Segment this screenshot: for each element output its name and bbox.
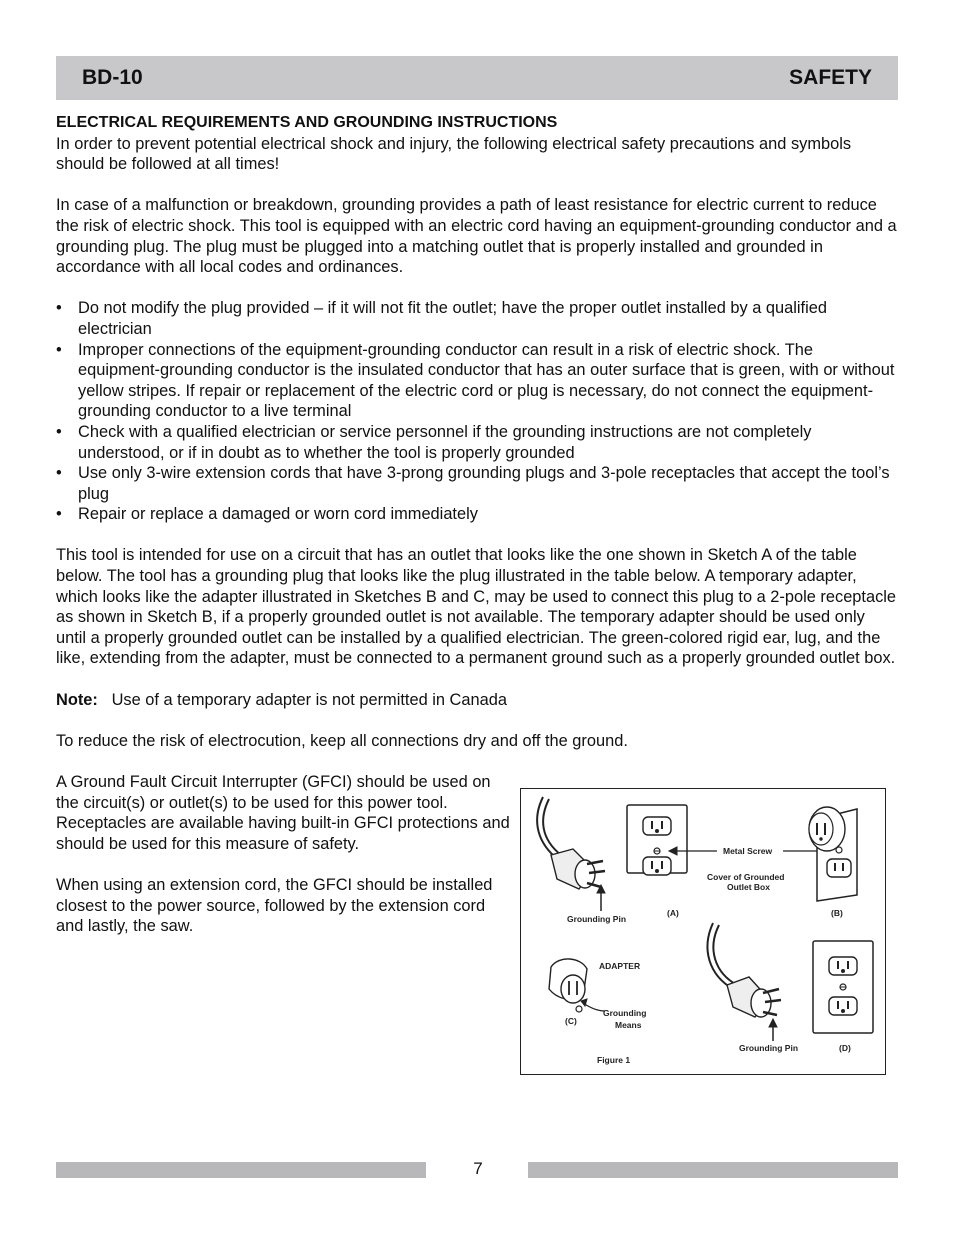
grounded-outlet-d-icon	[813, 941, 873, 1033]
list-item: • Repair or replace a damaged or worn cord immediately	[56, 505, 478, 524]
electrocution-paragraph: To reduce the risk of electrocution, keep all connections dry and off the ground.	[56, 731, 628, 750]
sketch-d-label: (D)	[839, 1043, 851, 1053]
footer-bar-left	[56, 1162, 426, 1178]
safety-bullet-list	[56, 298, 898, 525]
grounding-means-line2: Means	[615, 1020, 642, 1030]
grounding-pin-a-label: Grounding Pin	[567, 914, 627, 924]
section-title: SAFETY	[789, 66, 872, 89]
bullet-icon: •	[56, 299, 62, 318]
list-item: • Do not modify the plug provided – if it will not fit the outlet; have the proper outlet installed by a qualified electrician	[56, 299, 827, 338]
figure-caption: Figure 1	[597, 1055, 631, 1065]
metal-screw-label: Metal Screw	[723, 846, 773, 856]
list-item: • Improper connections of the equipment-grounding conductor can result in a risk of electric shock. The equipment-grounding conductor is the insulated conductor that has an outer surface that is green, with or without yellow stripes. If repair or replacement of the electric cord or plug is necessary, do not connect the equipment-grounding conductor to a live terminal	[56, 340, 895, 421]
note-paragraph	[56, 690, 898, 711]
gfci-block	[56, 772, 516, 937]
grounding-paragraph: In case of a malfunction or breakdown, grounding provides a path of least resistance for electric current to reduce the risk of electric shock. This tool is equipped with an electric cord having an equipment-grounding conductor and a grounding plug. The plug must be plugged into a matching outlet that is properly installed and grounded in accordance with all local codes and ordinances.	[56, 196, 897, 277]
adapter-label: ADAPTER	[599, 961, 641, 971]
grounding-plug-d-icon	[707, 923, 781, 1017]
list-item: • Use only 3-wire extension cords that have 3-prong grounding plugs and 3-pole receptacles that accept the tool’s plug	[56, 464, 890, 503]
arrow-up-icon	[597, 885, 605, 911]
extension-cord-paragraph: When using an extension cord, the GFCI should be installed closest to the power source, followed by the extension cord and lastly, the saw.	[56, 875, 493, 936]
footer-bar-right	[528, 1162, 898, 1178]
cover-label-line1: Cover of Grounded	[707, 872, 785, 882]
note-text: Use of a temporary adapter is not permitted in Canada	[111, 690, 507, 709]
bullet-icon: •	[56, 464, 62, 483]
grounding-plug-a-icon	[537, 797, 605, 889]
gfci-paragraph: A Ground Fault Circuit Interrupter (GFCI) should be used on the circuit(s) or outlet(s) to be used for this power tool. Receptacles are available having built-in GFCI protections and should be used for this measure of safety.	[56, 773, 510, 853]
grounded-outlet-a-icon	[627, 805, 687, 875]
list-item: • Check with a qualified electrician or service personnel if the grounding instructions are not completely understood, or if in doubt as to whether the tool is properly grounded	[56, 422, 812, 462]
cover-label-line2: Outlet Box	[727, 882, 770, 892]
sketch-b-label: (B)	[831, 908, 843, 918]
grounding-figure	[520, 788, 886, 1075]
intro-paragraph: In order to prevent potential electrical shock and injury, the following electrical safety precautions and symbols should be followed at all times!	[56, 134, 852, 174]
sketch-c-label: (C)	[565, 1016, 577, 1026]
grounding-means-line1: Grounding	[603, 1008, 647, 1018]
arrow-up-icon	[769, 1019, 777, 1041]
bullet-icon: •	[56, 505, 62, 524]
grounding-pin-d-label: Grounding Pin	[739, 1043, 799, 1053]
outlet-with-adapter-b-icon	[809, 807, 857, 901]
grounding-means-arrow	[581, 999, 605, 1011]
section-heading: ELECTRICAL REQUIREMENTS AND GROUNDING INSTRUCTIONS	[56, 114, 558, 131]
circuit-paragraph: This tool is intended for use on a circuit that has an outlet that looks like the one shown in Sketch A of the table below. The tool has a grounding plug that looks like the plug illustrated in the table below. A temporary adapter, which looks like the adapter illustrated in Sketches B and C, may be used to connect this plug to a 2-pole receptacle as shown in Sketch B, if a properly grounded outlet is not available. The temporary adapter should be used only until a properly grounded outlet can be installed by a qualified electrician. The green-colored rigid ear, lug, and the like, extending from the adapter, must be connected to a permanent ground such as a properly grounded outlet box.	[56, 546, 897, 668]
grounding-diagram	[521, 789, 887, 1076]
adapter-c-icon	[549, 959, 587, 1012]
note-label: Note:	[56, 690, 98, 709]
model-name: BD-10	[82, 66, 143, 89]
page-number: 7	[473, 1159, 483, 1178]
bullet-icon: •	[56, 340, 62, 359]
header-bar	[56, 56, 898, 100]
sketch-a-label: (A)	[667, 908, 679, 918]
bullet-icon: •	[56, 422, 62, 441]
